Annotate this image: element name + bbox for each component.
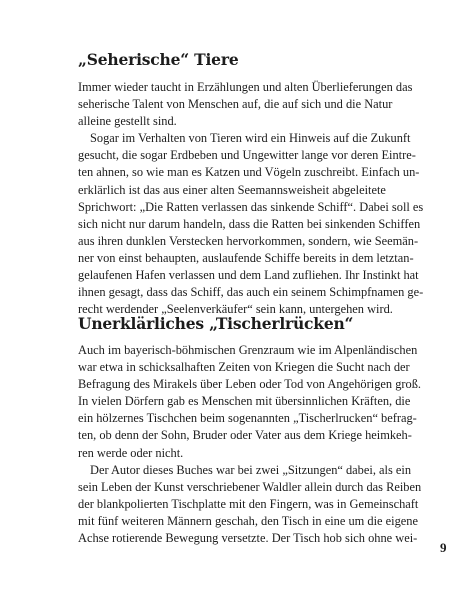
section-heading-seherische-tiere: „Seherische“ Tiere [78,50,239,69]
text-line: ten ahnen, so wie man es Katzen und Vögeln zuschreibt. Einfach un- [78,165,420,180]
text-line: ihnen gesagt, dass das Schiff, das auch ein seinem Schimpfnamen ge- [78,285,424,300]
text-line: seherische Talent von Menschen auf, die auf sich und die Natur [78,97,393,112]
section-heading-tischerlruecken: Unerklärliches „Tischerlrücken“ [78,314,354,333]
text-line: Sprichwort: „Die Ratten verlassen das sinkende Schiff“. Dabei soll es [78,199,424,214]
page-number: 9 [440,540,447,555]
text-line: Achse rotierende Bewegung versetzte. Der Tisch hob sich ohne wei- [78,531,418,546]
text-line: ten, ob denn der Sohn, Bruder oder Vater aus dem Kriege heimkeh- [78,428,412,443]
text-line: Sogar im Verhalten von Tieren wird ein Hinweis auf die Zukunft [90,131,411,146]
text-line: alleine gestellt sind. [78,114,177,129]
text-line: ren werde oder nicht. [78,445,184,460]
text-line: mit fünf weiteren Männern geschah, den Tisch in eine um die eigene [78,513,418,528]
text-line: war etwa in schicksalhaften Zeiten von Kriegen die Sucht nach der [78,360,410,375]
text-line: gesucht, die sogar Erdbeben und Ungewitter lange vor deren Eintre- [78,148,416,163]
text-line: In vielen Dörfern gab es Menschen mit übersinnlichen Kräften, die [78,394,411,409]
text-line: Auch im bayerisch-böhmischen Grenzraum wie im Alpenländischen [78,343,418,357]
text-line: erklärlich ist das aus einer alten Seemannsweisheit abgeleitete [78,182,386,197]
text-line: Befragung des Mirakels über Leben oder Tod von Angehörigen groß. [78,377,421,392]
text-line: sein Leben der Kunst verschriebener Waldler allein durch das Reiben [78,479,422,494]
text-line: Der Autor dieses Buches war bei zwei „Sitzungen“ dabei, als ein [90,462,412,477]
text-line: ein hölzernes Tischchen beim sogenannten „Tischerlrucken“ befrag- [78,411,417,426]
text-line: Immer wieder taucht in Erzählungen und alten Überlieferungen das [78,80,413,94]
section-body-seherische-tiere [78,79,424,318]
text-line: recht werdender „Seelenverkäufer“ sein kann, untergehen wird. [78,302,393,317]
text-line: gelaufenen Hafen verlassen und dem Land zufliehen. Ihr Instinkt hat [78,268,419,283]
section-body-tischerlruecken [78,342,422,547]
text-line: der blankpolierten Tischplatte mit den Fingern, was in Gemeinschaft [78,496,419,511]
book-page [78,0,447,600]
text-line: aus ihren dunklen Verstecken hervorkommen, sondern, wie Seemän- [78,233,419,248]
text-line: ner von einst behaupten, auslaufende Schiffe bereits in dem letztan- [78,250,414,265]
text-line: sich nicht nur darum handeln, dass die Ratten bei sinkenden Schiffen [78,216,421,231]
